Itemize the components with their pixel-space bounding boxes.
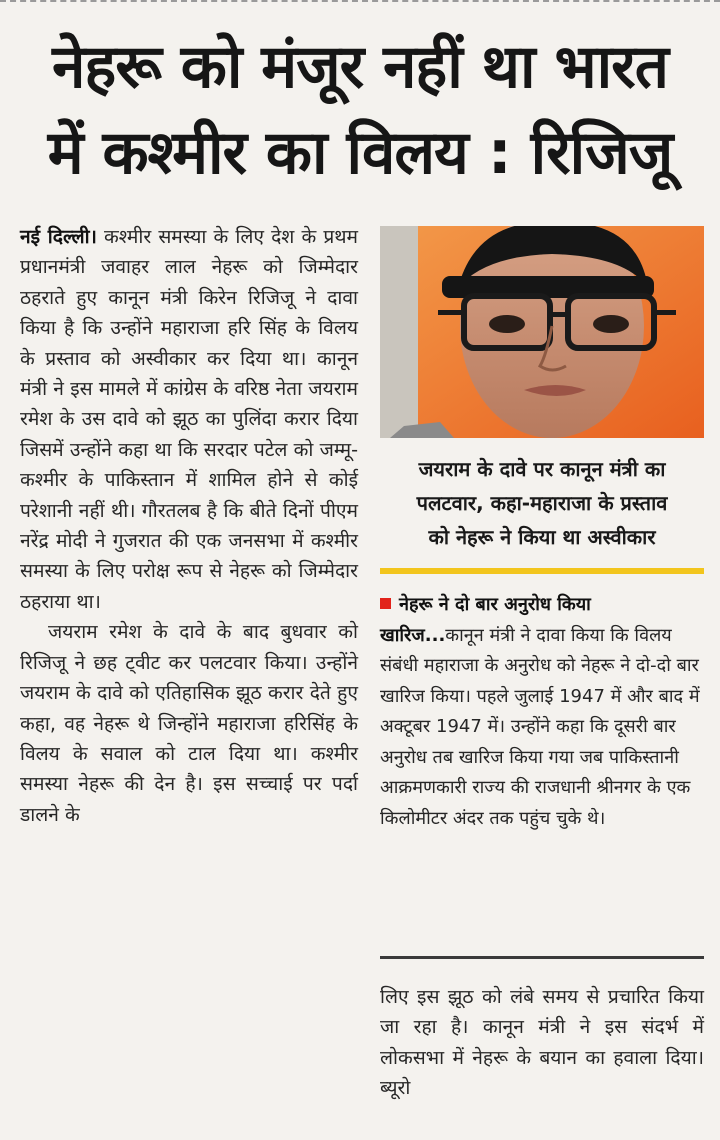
- photo-caption-line-3: को नेहरू ने किया था अस्वीकार: [428, 525, 656, 549]
- minister-photo: [380, 226, 704, 438]
- article-paragraph-2: जयराम रमेश के दावे के बाद बुधवार को रिजिजू ने छह ट्वीट कर पलटवार किया। उन्होंने जयराम के दावे को एतिहासिक झूठ करार देते हुए कहा, वह नेहरू थे जिन्होंने महाराजा हरिसिंह के विलय के सवाल को टाल दिया था। कश्मीर समस्या नेहरू की देन है। इस सच्चाई पर पर्दा डालने के: [20, 620, 358, 826]
- headline: [14, 24, 706, 196]
- article-body-column: [20, 222, 358, 830]
- headline-line-2: में कश्मीर का विलय : रिजिजू: [47, 118, 673, 188]
- yellow-divider: [380, 568, 704, 574]
- sidebar-box: [380, 590, 704, 834]
- portrait-image: [380, 226, 704, 438]
- photo-caption-line-2: पलटवार, कहा-महाराजा के प्रस्ताव: [416, 491, 668, 515]
- article-continuation-column: [380, 982, 704, 1104]
- dark-divider: [380, 956, 704, 959]
- sidebar-body-rest: कि विलय संबंधी महाराजा के अनुरोध को नेहरू ने दो-दो बार खारिज किया। पहले जुलाई 1947 में और बाद में अक्टूबर 1947 में। उन्होंने कहा कि दूसरी बार अनुरोध तब खारिज किया गया जब पाकिस्तानी आक्रमणकारी राज्य की राजधानी श्रीनगर के एक किलोमीटर अंदर तक पहुंच चुके थे।: [380, 624, 700, 829]
- sidebar-heading-line-2: खारिज...: [380, 624, 446, 646]
- photo-caption-line-1: जयराम के दावे पर कानून मंत्री का: [418, 457, 666, 481]
- photo-caption: [380, 452, 704, 554]
- article-continuation: लिए इस झूठ को लंबे समय से प्रचारित किया जा रहा है। कानून मंत्री ने इस संदर्भ में लोकसभा में नेहरू के बयान का हवाला दिया। ब्यूरो: [380, 985, 704, 1100]
- headline-line-1: नेहरू को मंजूर नहीं था भारत: [52, 32, 668, 102]
- sidebar-heading-line-1: नेहरू ने दो बार अनुरोध किया: [399, 594, 591, 615]
- article-paragraph-1: [20, 222, 358, 617]
- article-paragraph-1-text: कश्मीर समस्या के लिए देश के प्रथम प्रधानमंत्री जवाहर लाल नेहरू को जिम्मेदार ठहराते हुए कानून मंत्री किरेन रिजिजू ने दावा किया है कि उन्होंने महाराजा हरि सिंह के विलय के प्रस्ताव को अस्वीकार कर दिया था। कानून मंत्री ने इस मामले में कांग्रेस के वरिष्ठ नेता जयराम रमेश के उस दावे को झूठ का पुलिंदा करार दिया जिसमें उन्होंने कहा था कि सरदार पटेल को जम्मू-कश्मीर के पाकिस्तान में शामिल होने से कोई परेशानी नहीं थी। गौरतलब है कि बीते दिनों पीएम नरेंद्र मोदी ने गुजरात की एक जनसभा में कश्मीर समस्या के लिए परोक्ष रूप से नेहरू को जिम्मेदार ठहराया था।: [20, 225, 359, 613]
- sidebar-body-first: कानून मंत्री ने दावा किया: [445, 624, 605, 646]
- top-border-rule: [0, 0, 720, 6]
- dateline: नई दिल्ली।: [20, 225, 97, 248]
- sidebar-text: [380, 590, 704, 834]
- red-square-bullet-icon: [380, 598, 391, 609]
